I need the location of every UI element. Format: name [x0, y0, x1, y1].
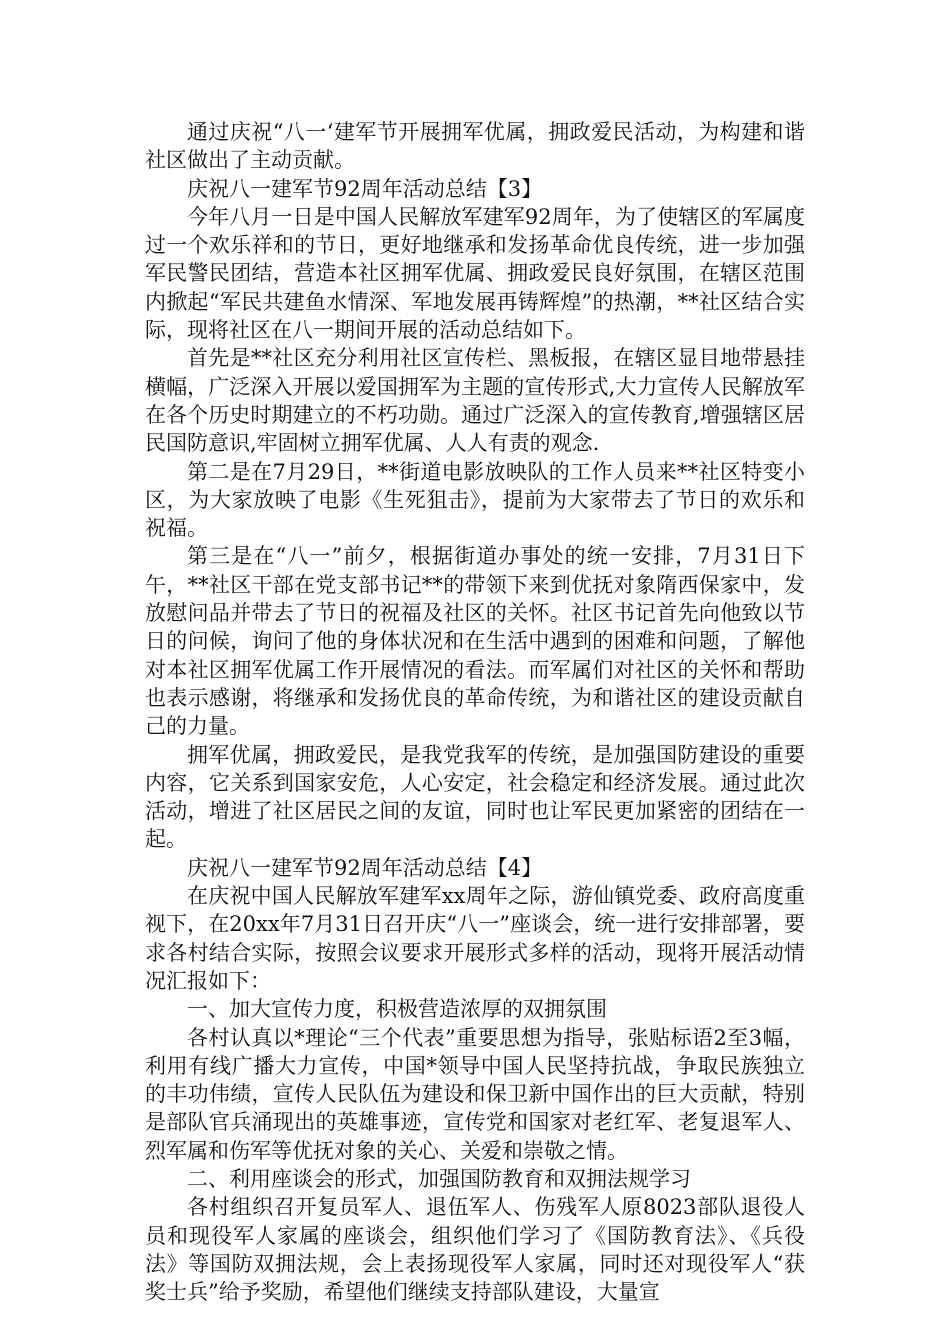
subheading-publicity: 一、加大宣传力度，积极营造浓厚的双拥氛围: [187, 997, 607, 1022]
paragraph-summary-3-conclusion: 拥军优属，拥政爱民，是我党我军的传统，是加强国防建设的重要内容，它关系到国家安危，人心安定，社会稳定和经济发展。通过此次活动，增进了社区居民之间的友谊，同时也让军民更加紧密的团结在一起。: [145, 742, 805, 852]
subheading-symposium: 二、利用座谈会的形式，加强国防教育和双拥法规学习: [187, 1166, 691, 1191]
paragraph-second-activity: 第二是在7月29日，**街道电影放映队的工作人员来**社区特变小区，为大家放映了电影《生死狙击》，提前为大家带去了节日的欢乐和祝福。: [145, 459, 805, 541]
paragraph-summary-4-intro: 在庆祝中国人民解放军建军xx周年之际，游仙镇党委、政府高度重视下，在20xx年7月31日召开庆“八一”座谈会，统一进行安排部署，要求各村结合实际，按照会议要求开展形式多样的活动，现将开展活动情况汇报如下：: [145, 884, 805, 993]
paragraph-celebration-intro: 通过庆祝“八一‘建军节开展拥军优属，拥政爱民活动，为构建和谐社区做出了主动贡献。: [145, 120, 805, 173]
section-heading-summary-4: 庆祝八一建军节92周年活动总结【4】: [187, 855, 543, 880]
paragraph-symposium: 各村组织召开复员军人、退伍军人、伤残军人原8023部队退役人员和现役军人家属的座谈会，组织他们学习了《国防教育法》、《兵役法》等国防双拥法规，会上表扬现役军人家属，同时还对现役军人“获奖士兵”给予奖励，希望他们继续支持部队建设，大量宣: [145, 1195, 805, 1305]
document-page: [145, 118, 805, 1306]
paragraph-summary-3-intro: 今年八月一日是中国人民解放军建军92周年，为了使辖区的军属度过一个欢乐祥和的节日，更好地继承和发扬革命优良传统，进一步加强军民警民团结，营造本社区拥军优属、拥政爱民良好氛围，在辖区范围内掀起“军民共建鱼水情深、军地发展再铸辉煌”的热潮，**社区结合实际，现将社区在八一期间开展的活动总结如下。: [145, 204, 805, 343]
paragraph-first-activity: 首先是**社区充分利用社区宣传栏、黑板报，在辖区显目地带悬挂横幅，广泛深入开展以爱国拥军为主题的宣传形式,大力宣传人民解放军在各个历史时期建立的不朽功勋。通过广泛深入的宣传教育,增强辖区居民国防意识,牢固树立拥军优属、人人有责的观念.: [145, 346, 805, 456]
paragraph-third-activity: 第三是在“八一”前夕，根据街道办事处的统一安排，7月31日下午，**社区干部在党支部书记**的带领下来到优抚对象隋西保家中，发放慰问品并带去了节日的祝福及社区的关怀。社区书记首先向他致以节日的问候，询问了他的身体状况和在生活中遇到的困难和问题，了解他对本社区拥军优属工作开展情况的看法。而军属们对社区的关怀和帮助也表示感谢，将继承和发扬优良的革命传统，为和谐社区的建设贡献自己的力量。: [145, 544, 805, 739]
section-heading-summary-3: 庆祝八一建军节92周年活动总结【3】: [187, 176, 543, 201]
paragraph-publicity: 各村认真以*理论“三个代表”重要思想为指导，张贴标语2至3幅，利用有线广播大力宣传，中国*领导中国人民坚持抗战，争取民族独立的丰功伟绩，宣传人民队伍为建设和保卫新中国作出的巨大贡献，特别是部队官兵涌现出的英雄事迹，宣传党和国家对老红军、老复退军人、烈军属和伤军等优抚对象的关心、关爱和崇敬之情。: [145, 1025, 805, 1163]
